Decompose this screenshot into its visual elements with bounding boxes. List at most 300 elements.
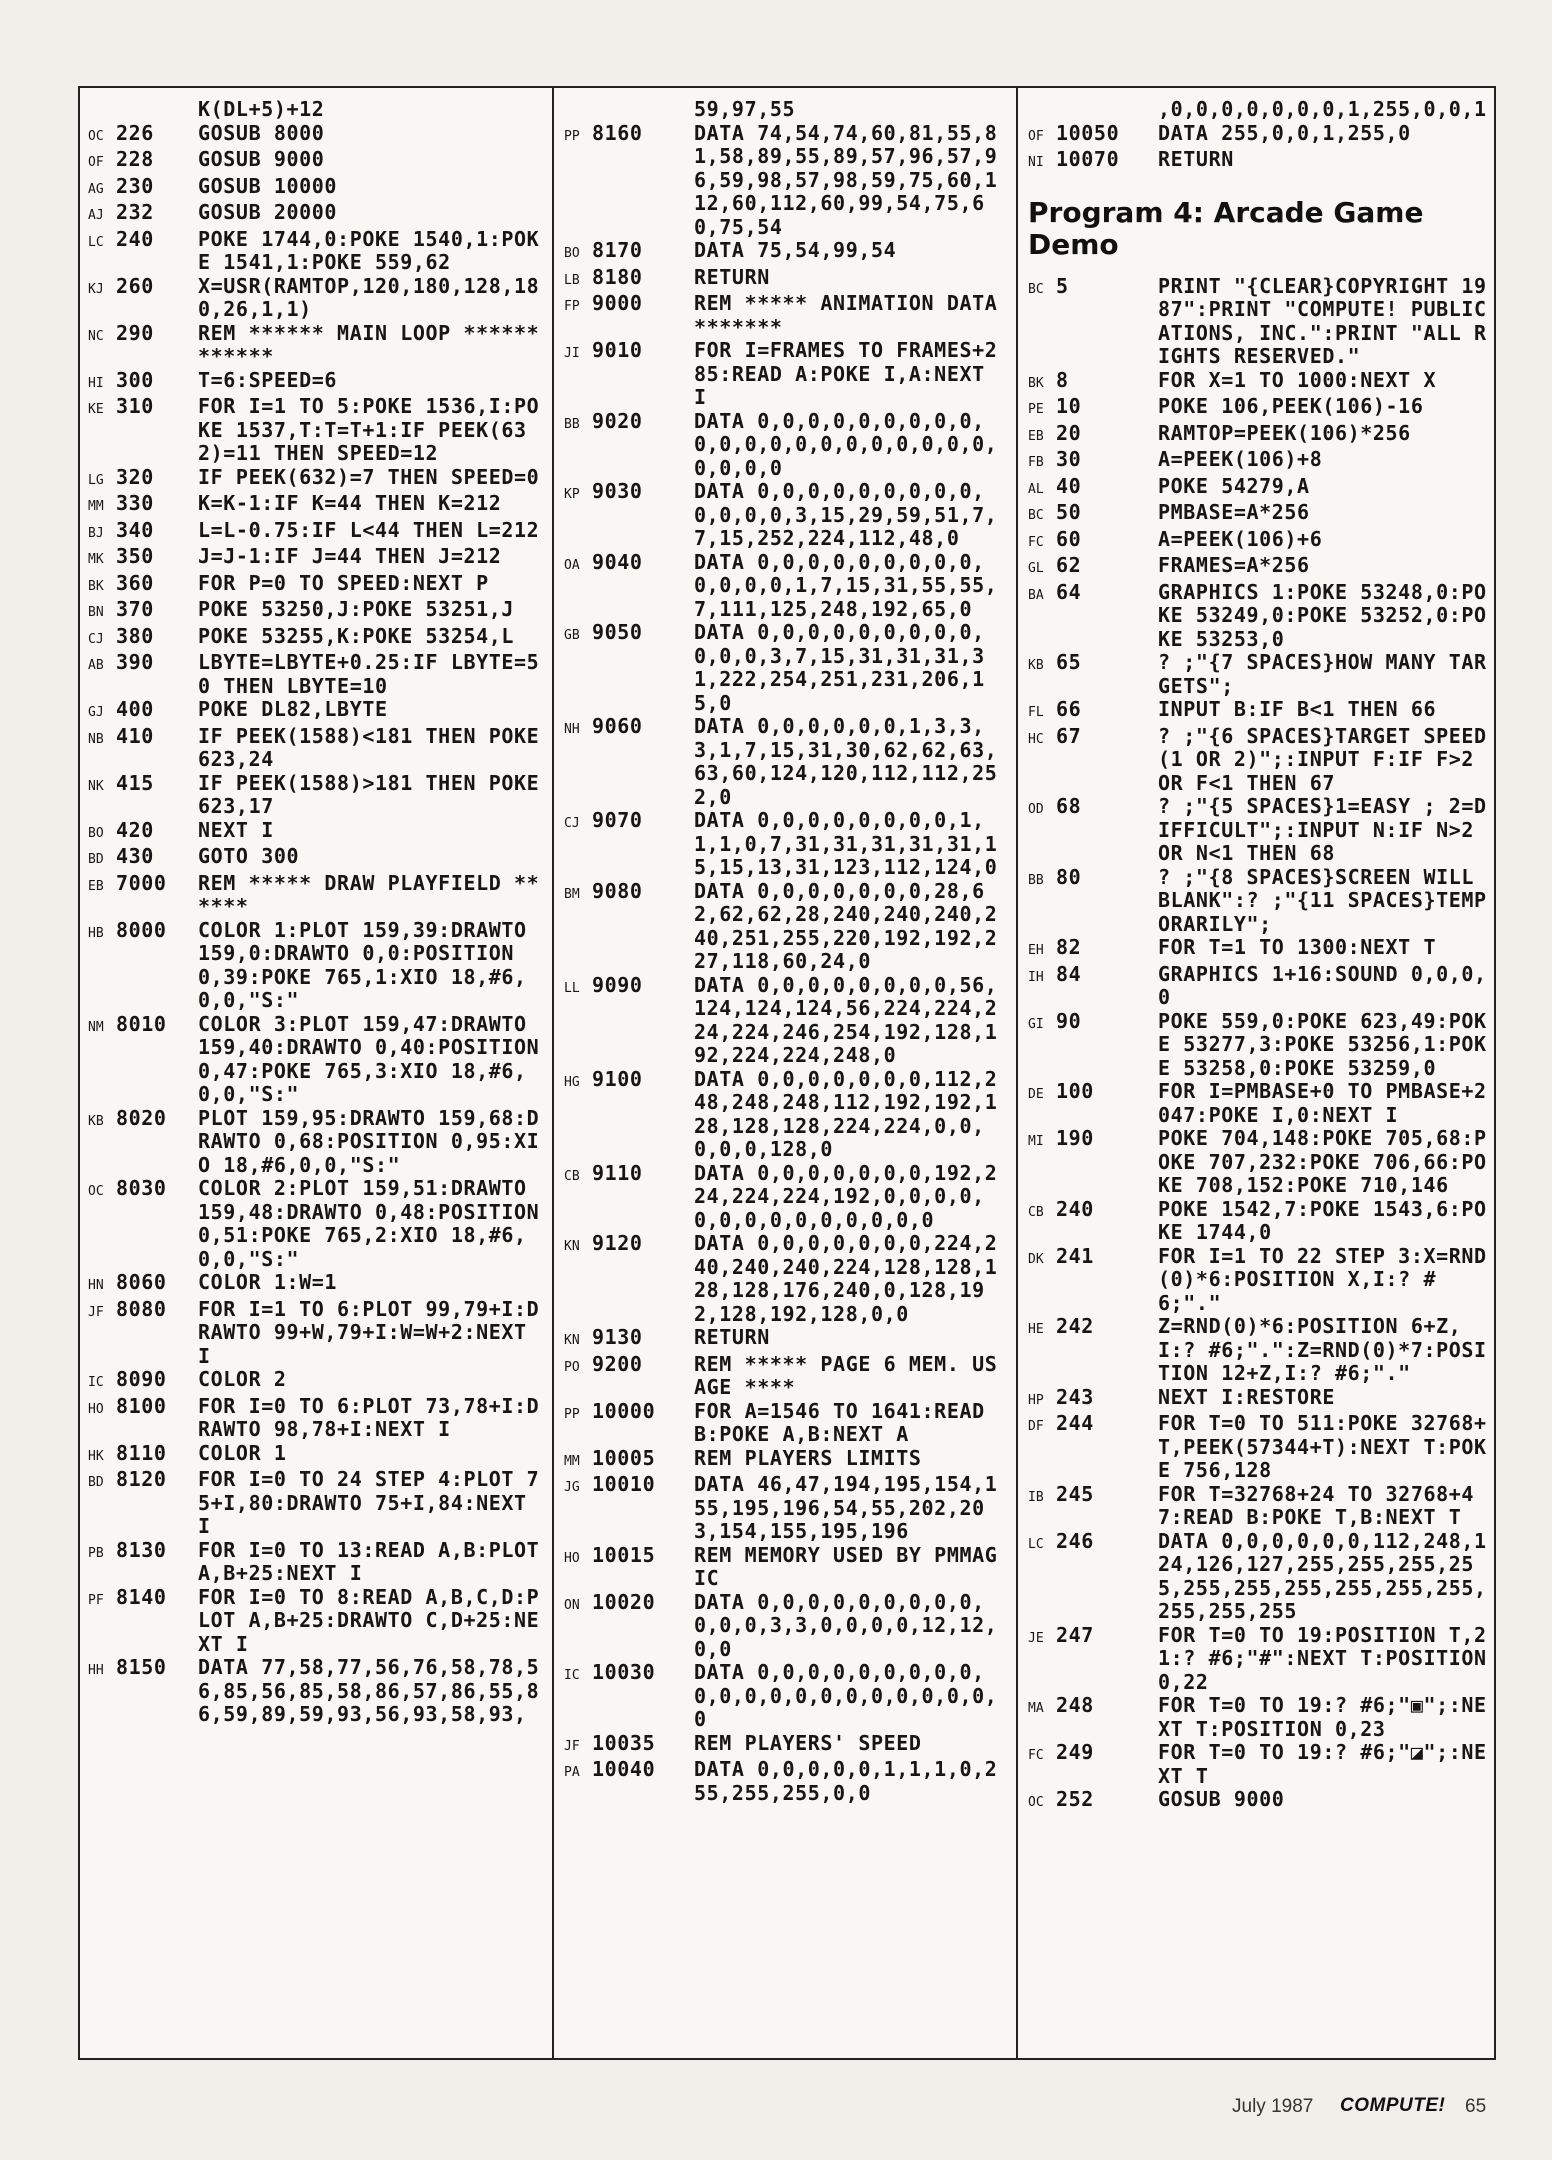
code-text: POKE DL82,LBYTE xyxy=(198,697,388,721)
line-number: 9070 xyxy=(592,808,643,832)
code-text: GOSUB 9000 xyxy=(198,147,325,171)
code-text: DATA 75,54,99,54 xyxy=(694,238,897,262)
code-text: L=L-0.75:IF L<44 THEN L=212 xyxy=(198,517,540,542)
line-number: 8170 xyxy=(592,238,643,262)
code-line xyxy=(1028,581,1496,652)
code-line xyxy=(1028,1127,1496,1198)
line-number: 360 xyxy=(116,570,154,595)
line-number: 10030 xyxy=(592,1660,656,1684)
code-line xyxy=(1028,528,1496,555)
checksum-tag: JG xyxy=(564,1480,580,1495)
code-text: FOR I=1 TO 6:PLOT 99,79+I:DRAWTO 99+W,79+I:W=W+2:NEXT I xyxy=(198,1296,540,1368)
line-number: 8110 xyxy=(116,1440,167,1465)
line-number: 9010 xyxy=(592,338,643,362)
code-text: FOR P=0 TO SPEED:NEXT P xyxy=(198,570,489,595)
line-number: 310 xyxy=(116,394,154,418)
line-number: 62 xyxy=(1056,553,1082,577)
code-line xyxy=(1028,1080,1496,1127)
code-text: PMBASE=A*256 xyxy=(1158,500,1310,524)
line-number: 8130 xyxy=(116,1537,167,1562)
checksum-tag: MM xyxy=(88,499,104,514)
checksum-tag: JF xyxy=(88,1304,104,1320)
code-line xyxy=(88,492,550,519)
code-text: DATA 77,58,77,56,76,58,78,56,85,56,85,58,86,57,86,55,86,59,89,59,93,56,93,58,93, xyxy=(198,1655,540,1726)
issue-date: July 1987 xyxy=(1232,2096,1314,2117)
line-number: 240 xyxy=(1056,1196,1094,1221)
code-text: COLOR 2:PLOT 159,51:DRAWTO 159,48:DRAWTO 0,48:POSITION 0,51:POKE 765,2:XIO 18,#6,0,0,"S:" xyxy=(198,1176,552,1271)
code-line xyxy=(1028,122,1496,149)
code-text: ,0,0,0,0,0,0,0,1,255,0,0,1 xyxy=(1158,97,1487,121)
code-text: FOR T=1 TO 1300:NEXT T xyxy=(1158,935,1437,959)
checksum-tag: KB xyxy=(88,1113,104,1129)
listing-continuation xyxy=(1028,98,1496,175)
checksum-tag: BO xyxy=(564,246,580,261)
checksum-tag: NB xyxy=(88,731,104,747)
checksum-tag xyxy=(1028,98,1050,101)
code-text: J=J-1:IF J=44 THEN J=212 xyxy=(198,544,502,568)
line-number: 10015 xyxy=(592,1542,656,1567)
line-number: 8010 xyxy=(116,1011,167,1036)
code-line xyxy=(564,1353,1016,1400)
checksum-tag: GL xyxy=(1028,561,1044,576)
line-number: 8000 xyxy=(116,917,167,942)
column-1 xyxy=(80,88,550,2058)
code-line xyxy=(1028,369,1496,396)
code-line xyxy=(1028,1386,1496,1413)
code-line xyxy=(564,1232,1016,1326)
code-line xyxy=(88,1442,550,1469)
code-text: DATA 255,0,0,1,255,0 xyxy=(1158,120,1411,145)
code-line xyxy=(1028,1198,1496,1245)
checksum-tag: OC xyxy=(88,1184,104,1199)
code-line xyxy=(1028,1530,1496,1624)
line-number: 380 xyxy=(116,623,154,648)
program-title: Program 4: Arcade Game Demo xyxy=(1028,195,1424,261)
code-line xyxy=(1028,275,1496,369)
code-text: FOR T=0 TO 511:POKE 32768+T,PEEK(57344+T):NEXT T:POKE 756,128 xyxy=(1158,1411,1487,1482)
column-3 xyxy=(1016,88,1500,2058)
checksum-tag: BJ xyxy=(88,525,104,541)
code-line xyxy=(88,1177,550,1271)
line-number: 232 xyxy=(116,200,154,224)
line-number: 240 xyxy=(116,226,154,251)
code-text: IF PEEK(1588)>181 THEN POKE 623,17 xyxy=(198,770,552,818)
checksum-tag: OF xyxy=(1028,128,1044,144)
code-line xyxy=(1028,795,1496,866)
checksum-tag: KB xyxy=(1028,658,1044,673)
line-number: 90 xyxy=(1056,1008,1082,1033)
code-line xyxy=(564,1544,1016,1591)
code-text: RAMTOP=PEEK(106)*256 xyxy=(1158,420,1411,445)
code-line xyxy=(564,551,1016,622)
checksum-tag: EB xyxy=(88,878,104,894)
checksum-tag: BD xyxy=(88,1475,104,1490)
code-line xyxy=(1028,422,1496,449)
code-text: DATA 0,0,0,0,0,0,0,192,224,224,224,192,0,0,0,0,0,0,0,0,0,0,0,0,0,0 xyxy=(694,1160,998,1232)
code-line xyxy=(1028,554,1496,581)
code-text: COLOR 3:PLOT 159,47:DRAWTO 159,40:DRAWTO 0,40:POSITION 0,47:POKE 765,3:XIO 18,#6,0,0,"S:" xyxy=(198,1011,552,1106)
line-number: 245 xyxy=(1056,1481,1094,1506)
code-text: 59,97,55 xyxy=(694,97,796,121)
checksum-tag: HN xyxy=(88,1278,104,1293)
code-text: DATA 0,0,0,0,0,0,0,0,0,0,0,0,0,0,0,0,0,0,0,0,0,0 xyxy=(694,1660,998,1731)
code-text: DATA 0,0,0,0,0,0,0,28,62,62,62,28,240,240,240,240,251,255,220,192,192,227,118,60,24,0 xyxy=(694,878,998,973)
code-line xyxy=(1028,723,1500,796)
code-line xyxy=(564,480,1016,551)
line-number: 30 xyxy=(1056,447,1082,471)
line-number: 228 xyxy=(116,147,154,171)
checksum-tag: HO xyxy=(564,1550,580,1566)
line-number: 8020 xyxy=(116,1105,167,1130)
line-number: 246 xyxy=(1056,1528,1094,1553)
code-line xyxy=(564,621,1016,715)
line-number: 290 xyxy=(116,320,154,345)
code-line xyxy=(564,266,1016,293)
checksum-tag: NM xyxy=(88,1019,104,1035)
code-line xyxy=(564,410,1016,481)
line-number: 10 xyxy=(1056,394,1082,418)
code-text: Z=RND(0)*6:POSITION 6+Z,I:? #6;".":Z=RND(0)*7:POSITION 12+Z,I:? #6;"." xyxy=(1158,1314,1487,1385)
code-text: IF PEEK(1588)<181 THEN POKE 623,24 xyxy=(198,723,552,771)
program-4-listing xyxy=(1028,273,1500,1815)
line-number: 7000 xyxy=(116,870,167,895)
checksum-tag: BK xyxy=(88,578,104,594)
code-text: REM PLAYERS' SPEED xyxy=(694,1730,922,1755)
line-number: 8100 xyxy=(116,1393,167,1418)
checksum-tag: PP xyxy=(564,128,580,144)
checksum-tag: CJ xyxy=(564,816,580,831)
code-line xyxy=(564,1732,1016,1759)
code-text: REM ***** PAGE 6 MEM. USAGE **** xyxy=(694,1351,998,1399)
line-number: 8140 xyxy=(116,1584,167,1609)
line-number: 8120 xyxy=(116,1467,167,1491)
code-line xyxy=(1028,651,1496,698)
checksum-tag: HE xyxy=(1028,1322,1044,1337)
code-text: T=6:SPEED=6 xyxy=(198,367,338,392)
code-line xyxy=(564,1162,1016,1233)
code-line xyxy=(564,974,1016,1068)
checksum-tag: IC xyxy=(564,1668,580,1683)
code-text: POKE 54279,A xyxy=(1158,473,1310,498)
code-text: FOR I=1 TO 22 STEP 3:X=RND(0)*6:POSITION X,I:? #6;"." xyxy=(1158,1243,1487,1315)
code-line xyxy=(1028,936,1496,963)
line-number: 80 xyxy=(1056,864,1082,889)
listing-column-1 xyxy=(80,98,550,1727)
checksum-tag: GI xyxy=(1028,1016,1044,1032)
code-line xyxy=(88,519,550,546)
line-number: 9100 xyxy=(592,1066,643,1091)
code-text: K=K-1:IF K=44 THEN K=212 xyxy=(198,491,502,515)
code-line xyxy=(1028,1788,1496,1815)
listing-column-2 xyxy=(554,98,1016,1805)
line-number: 10040 xyxy=(592,1757,656,1781)
checksum-tag: MK xyxy=(88,552,104,567)
line-number: 430 xyxy=(116,844,154,868)
code-line xyxy=(564,1661,1016,1732)
code-text: ? ;"{5 SPACES}1=EASY ; 2=DIFFICULT";:INPUT N:IF N>2 OR N<1 THEN 68 xyxy=(1158,794,1487,865)
code-text: A=PEEK(106)+8 xyxy=(1158,447,1323,471)
checksum-tag: PO xyxy=(564,1359,580,1375)
checksum-tag: HC xyxy=(1028,731,1044,747)
code-text: FOR T=0 TO 19:? #6;"▣";:NEXT T:POSITION 0,23 xyxy=(1158,1693,1487,1741)
code-text: REM ****** MAIN LOOP ************ xyxy=(198,320,540,368)
line-number: 9060 xyxy=(592,714,643,738)
code-text: POKE 53255,K:POKE 53254,L xyxy=(198,623,515,648)
line-number: 248 xyxy=(1056,1693,1094,1717)
code-text: IF PEEK(632)=7 THEN SPEED=0 xyxy=(198,464,540,489)
code-line xyxy=(1028,501,1496,528)
code-text: INPUT B:IF B<1 THEN 66 xyxy=(1158,697,1437,721)
line-number: 82 xyxy=(1056,935,1082,959)
line-number: 9120 xyxy=(592,1231,643,1255)
code-line xyxy=(88,572,550,599)
code-line xyxy=(1028,98,1496,122)
line-number: 8160 xyxy=(592,120,643,145)
checksum-tag: HI xyxy=(88,375,104,391)
checksum-tag: LG xyxy=(88,472,104,488)
line-number: 84 xyxy=(1056,961,1082,986)
line-number: 320 xyxy=(116,464,154,489)
code-line xyxy=(1028,148,1496,175)
code-text: FOR I=PMBASE+0 TO PMBASE+2047:POKE I,0:NEXT I xyxy=(1158,1079,1487,1127)
line-number: 40 xyxy=(1056,473,1082,498)
code-line xyxy=(88,698,550,725)
checksum-tag xyxy=(564,98,586,101)
code-text: DATA 0,0,0,0,0,0,0,0,1,1,1,0,7,31,31,31,31,31,15,15,13,31,123,112,124,0 xyxy=(694,808,998,879)
checksum-tag: KN xyxy=(564,1239,580,1254)
code-line xyxy=(564,1473,1016,1544)
code-line xyxy=(88,598,550,625)
code-text: DATA 0,0,0,0,0,0,0,0,0,0,0,0,3,3,0,0,0,0,12,12,0,0 xyxy=(694,1589,998,1661)
listing-frame xyxy=(78,86,1500,2060)
line-number: 8090 xyxy=(116,1367,167,1391)
code-text: RETURN xyxy=(1158,147,1234,171)
checksum-tag: IB xyxy=(1028,1489,1044,1505)
line-number: 243 xyxy=(1056,1384,1094,1409)
code-text: DATA 0,0,0,0,0,0,0,224,240,240,240,224,128,128,128,128,176,240,0,128,192,128,192,128,0,0 xyxy=(694,1231,998,1326)
checksum-tag: MI xyxy=(1028,1134,1044,1149)
code-text: COLOR 1:PLOT 159,39:DRAWTO 159,0:DRAWTO 0,0:POSITION 0,39:POKE 765,1:XIO 18,#6,0,0,"S:" xyxy=(198,917,540,1012)
checksum-tag: MA xyxy=(1028,1701,1044,1716)
code-line xyxy=(88,228,550,275)
line-number: 20 xyxy=(1056,420,1082,445)
checksum-tag: HH xyxy=(88,1663,104,1678)
code-line xyxy=(88,651,550,698)
line-number: 230 xyxy=(116,173,154,198)
line-number: 8030 xyxy=(116,1176,167,1200)
code-line xyxy=(88,1539,550,1586)
code-line xyxy=(564,239,1016,266)
code-line xyxy=(88,845,550,872)
checksum-tag: KE xyxy=(88,402,104,417)
line-number: 9030 xyxy=(592,479,643,503)
code-text: DATA 0,0,0,0,0,0,0,0,0,0,0,0,0,3,15,29,59,51,7,7,15,252,224,112,48,0 xyxy=(694,479,998,550)
code-text: GRAPHICS 1+16:SOUND 0,0,0,0 xyxy=(1158,961,1487,1009)
line-number: 190 xyxy=(1056,1126,1094,1150)
line-number: 390 xyxy=(116,650,154,674)
checksum-tag: BK xyxy=(1028,375,1044,391)
code-line xyxy=(88,1368,550,1395)
line-number: 10005 xyxy=(592,1445,656,1470)
line-number: 410 xyxy=(116,723,154,748)
code-text: FOR I=0 TO 8:READ A,B,C,D:PLOT A,B+25:DRAWTO C,D+25:NEXT I xyxy=(198,1584,540,1656)
checksum-tag: JF xyxy=(564,1738,580,1754)
code-line xyxy=(88,175,550,202)
line-number: 400 xyxy=(116,697,154,721)
code-text: DATA 0,0,0,0,0,0,0,0,0,0,0,0,3,7,15,31,31,31,31,222,254,251,231,206,15,0 xyxy=(694,620,985,715)
line-number: 8180 xyxy=(592,264,643,289)
checksum-tag: HO xyxy=(88,1401,104,1417)
code-text: GOTO 300 xyxy=(198,844,300,868)
line-number: 10020 xyxy=(592,1589,656,1614)
code-line xyxy=(88,148,550,175)
code-line xyxy=(88,1271,550,1298)
checksum-tag: OC xyxy=(1028,1795,1044,1810)
checksum-tag: CB xyxy=(1028,1204,1044,1220)
line-number: 226 xyxy=(116,120,154,145)
code-line xyxy=(1028,1412,1496,1483)
checksum-tag: GB xyxy=(564,628,580,643)
code-text: DATA 0,0,0,0,0,0,1,3,3,3,1,7,15,31,30,62,62,63,63,60,124,120,112,112,252,0 xyxy=(694,714,998,809)
code-text: FOR I=0 TO 24 STEP 4:PLOT 75+I,80:DRAWTO 75+I,84:NEXT I xyxy=(198,1467,540,1538)
code-text: FOR I=0 TO 13:READ A,B:PLOT A,B+25:NEXT I xyxy=(198,1537,552,1585)
code-text: POKE 1744,0:POKE 1540,1:POKE 1541,1:POKE 559,62 xyxy=(198,226,540,274)
code-line xyxy=(1028,475,1496,502)
checksum-tag: LC xyxy=(1028,1536,1044,1552)
checksum-tag: LB xyxy=(564,272,580,288)
code-line xyxy=(1028,866,1496,937)
checksum-tag: PE xyxy=(1028,402,1044,417)
checksum-tag: CJ xyxy=(88,631,104,647)
code-text: COLOR 2 xyxy=(198,1367,287,1391)
checksum-tag: IH xyxy=(1028,969,1044,985)
checksum-tag: NC xyxy=(88,328,104,344)
line-number: 10035 xyxy=(592,1730,656,1755)
code-line xyxy=(564,339,1016,410)
code-line xyxy=(88,466,550,493)
line-number: 64 xyxy=(1056,579,1082,604)
checksum-tag: BB xyxy=(1028,872,1044,888)
code-line xyxy=(88,1656,550,1727)
code-text: FOR I=1 TO 5:POKE 1536,I:POKE 1537,T:T=T+1:IF PEEK(632)=11 THEN SPEED=12 xyxy=(198,394,540,465)
code-line xyxy=(88,201,550,228)
code-line xyxy=(564,122,1016,240)
code-text: K(DL+5)+12 xyxy=(198,97,325,121)
line-number: 300 xyxy=(116,367,154,392)
checksum-tag: BO xyxy=(88,825,104,841)
checksum-tag: FL xyxy=(1028,705,1044,720)
code-text: NEXT I xyxy=(198,817,274,842)
checksum-tag: AJ xyxy=(88,208,104,223)
line-number: 241 xyxy=(1056,1243,1094,1268)
code-line xyxy=(1028,1741,1496,1788)
checksum-tag: FB xyxy=(1028,455,1044,470)
code-line xyxy=(88,1298,550,1369)
code-text: COLOR 1 xyxy=(198,1440,287,1465)
code-text: FOR T=0 TO 19:POSITION T,21:? #6;"#":NEXT T:POSITION 0,22 xyxy=(1158,1622,1500,1694)
code-text: DATA 0,0,0,0,0,0,0,112,248,248,248,112,192,192,128,128,128,224,224,0,0,0,0,0,128,0 xyxy=(694,1066,998,1161)
code-text: X=USR(RAMTOP,120,180,128,180,26,1,1) xyxy=(198,273,540,321)
code-line xyxy=(88,772,550,819)
checksum-tag: CB xyxy=(564,1168,580,1184)
line-number: 60 xyxy=(1056,526,1082,551)
code-text: GOSUB 20000 xyxy=(198,200,338,224)
line-number: 50 xyxy=(1056,500,1082,524)
checksum-tag: GJ xyxy=(88,705,104,720)
code-line xyxy=(1028,1694,1496,1741)
code-text: DATA 74,54,74,60,81,55,81,58,89,55,89,57,96,57,96,59,98,57,98,59,75,60,112,60,112,60,99,54,75,60,75,54 xyxy=(694,120,998,239)
code-text: DATA 0,0,0,0,0,0,0,0,56,124,124,124,56,224,224,224,224,246,254,192,128,192,224,224,248,0 xyxy=(694,972,998,1067)
line-number: 260 xyxy=(116,273,154,298)
code-line xyxy=(1028,1483,1496,1530)
column-2 xyxy=(552,88,1016,2058)
checksum-tag: BC xyxy=(1028,508,1044,523)
line-number: 242 xyxy=(1056,1314,1094,1338)
code-line xyxy=(88,1468,550,1539)
line-number: 8080 xyxy=(116,1296,167,1321)
checksum-tag: OC xyxy=(88,128,104,144)
checksum-tag: KJ xyxy=(88,281,104,297)
checksum-tag: OF xyxy=(88,155,104,170)
line-number: 9020 xyxy=(592,408,643,433)
code-text: FRAMES=A*256 xyxy=(1158,553,1310,577)
code-text: LBYTE=LBYTE+0.25:IF LBYTE=50 THEN LBYTE=10 xyxy=(198,650,540,698)
line-number: 65 xyxy=(1056,650,1082,674)
line-number: 249 xyxy=(1056,1740,1094,1764)
code-text: POKE 704,148:POKE 705,68:POKE 707,232:POKE 706,66:POKE 708,152:POKE 710,146 xyxy=(1158,1126,1487,1197)
line-number: 66 xyxy=(1056,697,1082,721)
code-line xyxy=(564,809,1016,880)
code-line xyxy=(88,725,550,772)
code-text: REM ***** ANIMATION DATA ******* xyxy=(694,291,1011,339)
code-line xyxy=(88,919,550,1013)
code-text: ? ;"{8 SPACES}SCREEN WILL BLANK":? ;"{11 SPACES}TEMPORARILY"; xyxy=(1158,864,1487,936)
checksum-tag: BC xyxy=(1028,281,1044,297)
listing-column-3 xyxy=(1018,97,1500,1815)
checksum-tag: DE xyxy=(1028,1087,1044,1102)
code-text: A=PEEK(106)+6 xyxy=(1158,526,1323,551)
line-number: 9050 xyxy=(592,620,643,644)
checksum-tag xyxy=(88,98,110,101)
code-text: GOSUB 8000 xyxy=(198,120,325,145)
line-number: 9130 xyxy=(592,1325,643,1349)
code-line xyxy=(1028,448,1496,475)
line-number: 5 xyxy=(1056,273,1069,298)
code-line xyxy=(564,1758,1016,1805)
checksum-tag: DK xyxy=(1028,1251,1044,1267)
code-line xyxy=(1028,1622,1500,1695)
page-number: 65 xyxy=(1465,2096,1487,2117)
checksum-tag: KP xyxy=(564,487,580,502)
code-text: RETURN xyxy=(694,1325,770,1349)
code-line xyxy=(564,1447,1016,1474)
magazine-name: COMPUTE! xyxy=(1340,2095,1446,2116)
line-number: 9110 xyxy=(592,1160,643,1185)
line-number: 68 xyxy=(1056,794,1082,818)
code-text: FOR X=1 TO 1000:NEXT X xyxy=(1158,367,1437,392)
checksum-tag: JI xyxy=(564,346,580,361)
code-text: REM PLAYERS LIMITS xyxy=(694,1445,922,1470)
line-number: 420 xyxy=(116,817,154,842)
line-number: 10050 xyxy=(1056,120,1120,145)
code-line xyxy=(564,1326,1016,1353)
code-text: POKE 1542,7:POKE 1543,6:POKE 1744,0 xyxy=(1158,1196,1487,1244)
code-line xyxy=(88,819,550,846)
code-text: RETURN xyxy=(694,264,770,289)
checksum-tag: NH xyxy=(564,722,580,737)
code-line xyxy=(1028,395,1496,422)
code-text: FOR I=0 TO 6:PLOT 73,78+I:DRAWTO 98,78+I:NEXT I xyxy=(198,1393,540,1441)
